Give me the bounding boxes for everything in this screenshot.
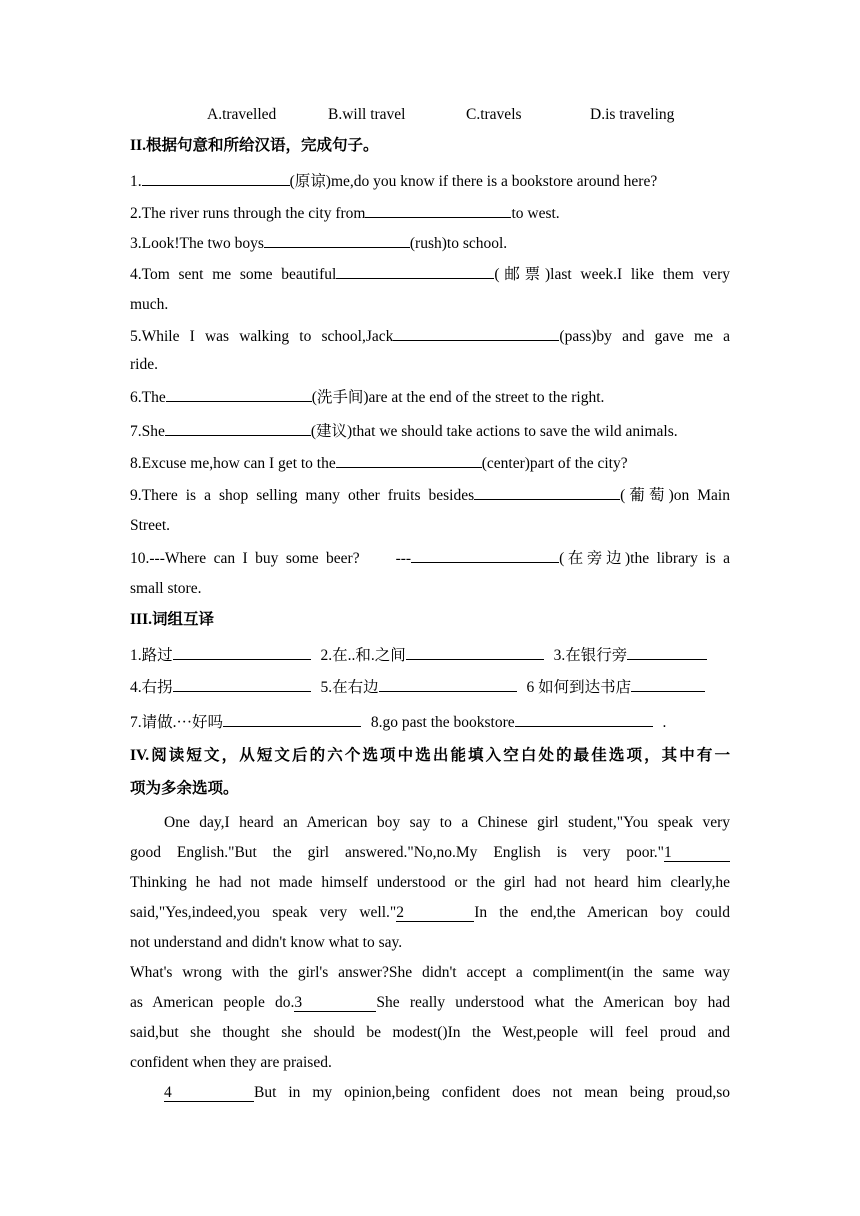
question-text: 2.The river runs through the city from [130,205,366,222]
passage-line: said,"Yes,indeed,you speak very well."2 In the end,the American boy could [130,904,730,921]
answer-blank[interactable] [223,711,361,727]
answer-blank[interactable] [393,325,559,341]
section-3-heading: III.词组互译 [130,611,214,628]
question-text: 5.While I was walking to school,Jack [130,328,394,345]
phrase-label: 5.在右边 [320,679,379,696]
question-10-continued: small store. [130,580,202,597]
question-7 [130,420,730,442]
answer-blank[interactable] [173,644,311,660]
blank-3[interactable]: 3 [294,994,376,1012]
blank-2[interactable]: 2 [396,904,474,922]
answer-blank[interactable] [406,644,544,660]
section-2-heading: II.根据句意和所给汉语，完成句子。 [130,137,379,154]
passage-line: One day,I heard an American boy say to a Chinese girl student,"You speak very [164,814,730,831]
passage-line: What's wrong with the girl's answer?She didn't accept a compliment(in the same way [130,964,730,981]
answer-blank[interactable] [365,202,511,218]
answer-blank[interactable] [264,232,410,248]
passage-line: confident when they are praised. [130,1054,332,1071]
passage-line: not understand and didn't know what to say. [130,934,403,951]
answer-blank[interactable] [336,452,482,468]
section-4-heading-cont: 项为多余选项。 [130,780,239,797]
passage-line: Thinking he had not made himself understood or the girl had not heard him clearly,he [130,874,730,891]
phrase-label: 3.在银行旁 [553,647,628,664]
question-10 [130,547,730,569]
question-5 [130,325,730,347]
phrase-label: 2.在..和.之间 [320,647,406,664]
question-8 [130,452,730,474]
option-a: A.travelled [207,106,277,123]
passage-line: 4 But in my opinion,being confident does not mean being proud,so [164,1084,730,1101]
question-5-continued: ride. [130,356,158,373]
answer-blank[interactable] [165,420,311,436]
question-2 [130,202,730,224]
question-text: (pass)by and gave me a [559,328,730,345]
section-4-heading: IV.阅读短文，从短文后的六个选项中选出能填入空白处的最佳选项，其中有一 [130,747,730,764]
question-1 [130,170,730,192]
phrase-row-3 [130,711,730,733]
question-text: (在旁边)the library is a [559,550,730,567]
question-text: to west. [511,205,560,222]
answer-blank[interactable] [142,170,290,186]
phrase-row-2 [130,676,730,698]
question-text: (葡萄)on Main [620,487,730,504]
passage-line: as American people do.3 She really understood what the American boy had [130,994,730,1011]
option-b: B.will travel [328,106,406,123]
question-text: 8.Excuse me,how can I get to the [130,455,336,472]
blank-1[interactable]: 1 [664,844,730,862]
phrase-label: 7.请做.···好吗 [130,714,223,731]
answer-blank[interactable] [631,676,705,692]
answer-blank[interactable] [627,644,707,660]
question-9 [130,484,730,506]
question-text: 3.Look!The two boys [130,235,264,252]
answer-blank[interactable] [411,547,559,563]
answer-blank[interactable] [166,386,312,402]
question-text: 1. [130,173,142,190]
question-4-continued: much. [130,296,169,313]
answer-blank[interactable] [379,676,517,692]
phrase-label: 6 如何到达书店 [526,679,632,696]
question-6 [130,386,730,408]
question-text: 6.The [130,389,166,406]
question-text: 9.There is a shop selling many other fruits besides [130,487,475,504]
phrase-end: . [662,714,667,731]
question-3 [130,232,730,254]
answer-blank[interactable] [474,484,620,500]
phrase-label: 4.右拐 [130,679,173,696]
option-d: D.is traveling [590,106,675,123]
answer-blank[interactable] [336,263,494,279]
question-text: 10.---Where can I buy some beer? [130,550,360,567]
answer-blank[interactable] [515,711,653,727]
question-text: (rush)to school. [409,235,508,252]
question-text: 4.Tom sent me some beautiful [130,266,337,283]
phrase-row-1 [130,644,730,666]
question-text: (洗手间)are at the end of the street to the right. [311,389,605,406]
passage-line: said,but she thought she should be modest()In the West,people will feel proud and [130,1024,730,1041]
question-text: (建议)that we should take actions to save the wild animals. [310,423,678,440]
question-text: (原谅)me,do you know if there is a bookstore around here? [289,173,658,190]
answer-blank[interactable] [173,676,311,692]
question-text: 7.She [130,423,165,440]
question-text: (center)part of the city? [481,455,628,472]
question-9-continued: Street. [130,517,171,534]
question-4 [130,263,730,285]
phrase-label: 8.go past the bookstore [370,714,515,731]
phrase-label: 1.路过 [130,647,173,664]
option-c: C.travels [466,106,522,123]
blank-4[interactable]: 4 [164,1084,254,1102]
passage-line: good English."But the girl answered."No,no.My English is very poor."1 [130,843,730,863]
question-text: (邮票)last week.I like them very [494,266,730,283]
question-dash: --- [395,550,412,567]
